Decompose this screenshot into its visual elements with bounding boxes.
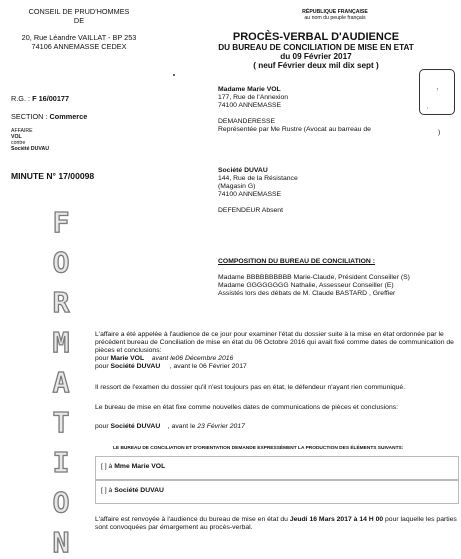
renvoi-text: L'affaire est renvoyée à l'audience du bureau de mise en état du	[95, 516, 288, 523]
watermark-letter: T	[52, 406, 70, 439]
party-name: Société DUVAU	[110, 423, 161, 430]
party-name: Société DUVAU	[110, 363, 161, 370]
section-label: SECTION :	[11, 112, 48, 121]
council-name: CONSEIL DE PRUD'HOMMES	[28, 7, 130, 16]
composition-heading: COMPOSITION DU BUREAU DE CONCILIATION :	[218, 258, 375, 265]
paragraph-etat: Il ressort de l'examen du dossier qu'il n'est toujours pas en état, le défendeur n'ayant rien communiqué.	[95, 384, 406, 391]
production-item	[101, 487, 164, 495]
party-name: Marie VOL	[110, 355, 145, 362]
defendant-role: DEFENDEUR Absent	[218, 207, 283, 214]
date-prefix: , avant le	[167, 423, 196, 430]
affaire-party2: Société DUVAU	[11, 146, 49, 152]
composition-line3: Assistés lors des débats de M. Claude BASTARD , Greffier	[218, 290, 396, 297]
stamp-mark: ,	[427, 104, 429, 110]
council-de: DE	[73, 15, 85, 25]
affaire-contre: contre	[11, 140, 26, 146]
production-heading: LE BUREAU DE CONCILIATION ET D'ORIENTATION DEMANDE EXPRESSÉMENT LA PRODUCTION DES ÉLÉMENTS SUIVANTS:	[113, 446, 404, 451]
rg-label: R.G. :	[11, 94, 31, 103]
party-name: Société DUVAU	[114, 487, 164, 494]
title-line3: du 09 Février 2017	[280, 52, 352, 61]
republic-label: RÉPUBLIQUE FRANÇAISE	[302, 9, 368, 15]
section	[11, 113, 87, 122]
defendant-address1: 144, Rue de la Résistance	[218, 175, 298, 182]
title-line1: PROCÈS-VERBAL D'AUDIENCE	[232, 31, 400, 43]
plaintiff-name: Madame Marie VOL	[218, 86, 281, 93]
watermark-letter: A	[52, 366, 70, 399]
watermark-letter: O	[52, 246, 70, 279]
people-label: au nom du peuple français	[304, 15, 366, 21]
rg-value: F 16/00177	[32, 94, 70, 103]
deadline-date: 23 Février 2017	[197, 423, 245, 430]
plaintiff-address1: 177, Rue de l'Annexion	[218, 94, 289, 101]
council-city: 74106 ANNEMASSE CEDEX	[31, 41, 127, 51]
defendant-address2: (Magasin G)	[218, 183, 256, 190]
defendant-name: Société DUVAU	[218, 167, 268, 174]
party-name: Mme Marie VOL	[114, 463, 166, 470]
document-title	[218, 31, 414, 70]
representative-text: Représentée par Me Rustre (Avocat au barreau de	[218, 126, 371, 133]
deadline-line	[95, 355, 457, 363]
watermark-letter: I	[52, 446, 70, 479]
title-line2: DU BUREAU DE CONCILIATION DE MISE EN ETAT	[218, 43, 414, 52]
production-box-defendant	[95, 480, 459, 504]
production-box-plaintiff	[95, 456, 459, 480]
stamp-box	[419, 69, 455, 115]
watermark-letter: N	[52, 526, 70, 559]
renvoi-text: pour laquelle les parties sont convoquées par émargement au procès-verbal.	[95, 516, 457, 531]
republic-header	[270, 9, 400, 21]
checkbox-label: [ ] à	[101, 487, 113, 494]
council-address: 20, Rue Léandre VAILLAT - BP 253	[21, 33, 137, 43]
section-value: Commerce	[49, 112, 88, 121]
paragraph-mise-en-etat	[95, 331, 457, 371]
minute-number: MINUTE N° 17/00098	[11, 171, 95, 181]
watermark-letter: O	[52, 486, 70, 519]
defendant-address3: 74100 ANNEMASSE	[218, 191, 282, 198]
paragraph-renvoi	[95, 516, 457, 532]
plaintiff-role: DEMANDERESSE	[218, 118, 276, 125]
council-header	[0, 8, 158, 51]
affaire-label: AFFAIRE	[11, 128, 33, 134]
title-line4: ( neuf Février deux mil dix sept )	[253, 61, 379, 70]
defendant-block	[218, 167, 418, 215]
rg-number	[11, 95, 69, 104]
renvoi-date: Jeudi 16 Mars 2017 à 14 H 00	[289, 516, 384, 523]
affaire-block	[11, 128, 49, 152]
pour-label: pour	[95, 363, 109, 370]
checkbox-label: [ ] à	[101, 463, 113, 470]
plaintiff-rep-close: )	[438, 129, 441, 136]
pour-label: pour	[95, 423, 109, 430]
plaintiff-address2: 74100 ANNEMASSE	[218, 102, 282, 109]
pour-label: pour	[95, 355, 109, 362]
watermark-letter: F	[52, 206, 70, 239]
deadline-date: , avant le 06 Février 2017	[169, 363, 247, 370]
new-deadline-line	[95, 423, 457, 431]
stamp-mark: ↑	[436, 87, 439, 93]
watermark-letter: M	[52, 326, 70, 359]
watermark-letter: R	[52, 286, 70, 319]
affaire-party1: VOL	[11, 134, 22, 140]
composition-line1: Madame BBBBBBBBBB Marie-Claude, Président Conseiller (S)	[218, 274, 410, 281]
dot-mark	[173, 74, 175, 76]
plaintiff-representative	[218, 126, 418, 134]
plaintiff-block	[218, 86, 418, 134]
composition-block	[218, 258, 458, 298]
composition-line2: Madame GGGGGGGG Nathalie, Assesseur Conseiller (E)	[218, 282, 394, 289]
deadline-date: avant le06 Décembre 2016	[151, 355, 234, 362]
deadline-line	[95, 363, 457, 371]
paragraph-nouvelles-dates: Le bureau de mise en état fixe comme nouvelles dates de communications de pièces et conclusions:	[95, 404, 399, 411]
production-item	[101, 463, 165, 471]
paragraph-text: L'affaire a été appelée à l'audience de ce jour pour examiner l'état du dossier suite à la mise en état ordonnée par le précédent bureau de Conciliation de mise en état du 06 Octobre 2016 qui avait fixé comme dates de communication de pièces et conclusions:	[95, 331, 454, 354]
